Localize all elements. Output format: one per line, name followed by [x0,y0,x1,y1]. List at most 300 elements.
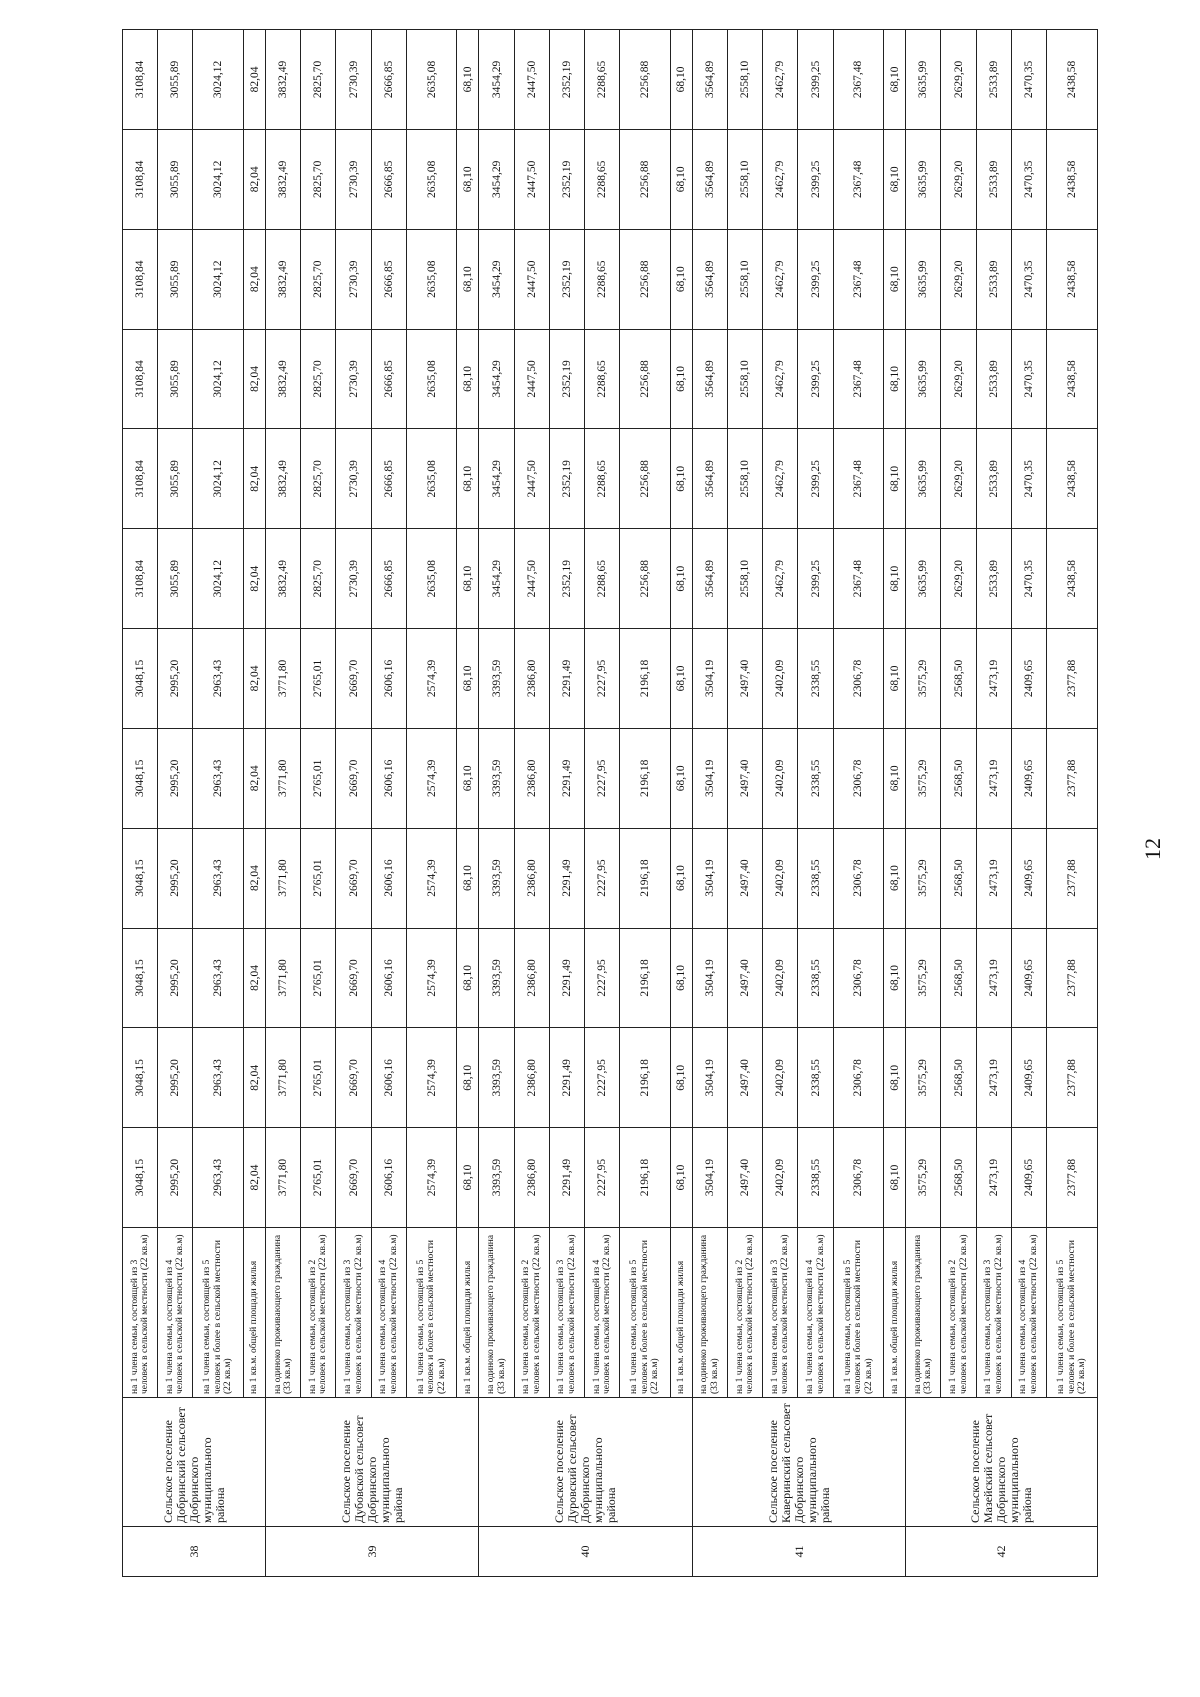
value-cell: 3024,12 [193,329,244,429]
value-cell: 2473,19 [976,1128,1011,1228]
value-cell: 3055,89 [158,529,193,629]
value-cell: 68,10 [457,728,479,828]
category-cell: на 1 кв.м. общей площади жилья [457,1228,479,1398]
category-cell: на 1 члена семьи, состоящей из 5 человек и более в сельской местности (22 кв.м) [193,1228,244,1398]
value-cell: 2399,25 [798,229,833,329]
table-row [728,30,763,1577]
value-cell: 3771,80 [266,928,301,1028]
category-cell: на 1 члена семьи, состоящей из 2 человек в сельской местности (22 кв.м) [941,1228,976,1398]
value-cell: 2765,01 [301,828,336,928]
value-cell: 2730,39 [336,329,371,429]
value-cell: 2409,65 [1011,728,1046,828]
table-row [833,30,884,1577]
value-cell: 2352,19 [549,30,584,130]
value-cell: 2291,49 [549,1128,584,1228]
value-cell: 3393,59 [479,728,514,828]
value-cell: 3048,15 [123,629,158,729]
value-cell: 68,10 [457,1128,479,1228]
value-cell: 68,10 [670,429,692,529]
category-cell: на 1 члена семьи, состоящей из 5 человек и более в сельской местности (22 кв.м) [833,1228,884,1398]
value-cell: 2765,01 [301,1028,336,1128]
value-cell: 2409,65 [1011,1128,1046,1228]
value-cell: 68,10 [884,1028,906,1128]
value-cell: 2825,70 [301,529,336,629]
value-cell: 3454,29 [479,429,514,529]
value-cell: 2367,48 [833,429,884,529]
value-cell: 68,10 [670,928,692,1028]
value-cell: 2402,09 [763,928,798,1028]
value-cell: 68,10 [670,728,692,828]
table-row [798,30,833,1577]
row-number-cell: 42 [906,1527,1098,1577]
value-cell: 68,10 [884,229,906,329]
value-cell: 3393,59 [479,629,514,729]
value-cell: 2196,18 [620,629,671,729]
table-row [406,30,457,1577]
value-cell: 2377,88 [1047,1128,1098,1228]
value-cell: 2227,95 [585,828,620,928]
value-cell: 3024,12 [193,229,244,329]
value-cell: 82,04 [244,1128,266,1228]
value-cell: 68,10 [457,828,479,928]
value-cell: 82,04 [244,30,266,130]
table-row [549,30,584,1577]
value-cell: 82,04 [244,1028,266,1128]
value-cell: 2399,25 [798,529,833,629]
value-cell: 2568,50 [941,928,976,1028]
category-cell: на 1 члена семьи, состоящей из 4 человек в сельской местности (22 кв.м) [158,1228,193,1398]
value-cell: 2558,10 [728,529,763,629]
value-cell: 2635,08 [406,129,457,229]
value-cell: 3564,89 [692,30,727,130]
value-cell: 2196,18 [620,1128,671,1228]
value-cell: 2629,20 [941,329,976,429]
value-cell: 2196,18 [620,1028,671,1128]
value-cell: 2533,89 [976,229,1011,329]
value-cell: 2635,08 [406,229,457,329]
category-cell: на 1 члена семьи, состоящей из 2 человек в сельской местности (22 кв.м) [301,1228,336,1398]
table-row [371,30,406,1577]
value-cell: 3564,89 [692,129,727,229]
value-cell: 68,10 [670,828,692,928]
value-cell: 68,10 [457,529,479,629]
value-cell: 2666,85 [371,129,406,229]
value-cell: 2409,65 [1011,1028,1046,1128]
value-cell: 2533,89 [976,30,1011,130]
value-cell: 2669,70 [336,1028,371,1128]
value-cell: 2399,25 [798,30,833,130]
value-cell: 2497,40 [728,828,763,928]
value-cell: 2730,39 [336,429,371,529]
table-row [1047,30,1098,1577]
value-cell: 82,04 [244,129,266,229]
value-cell: 3454,29 [479,229,514,329]
value-cell: 2995,20 [158,629,193,729]
value-cell: 2963,43 [193,928,244,1028]
value-cell: 2399,25 [798,129,833,229]
value-cell: 2338,55 [798,928,833,1028]
value-cell: 2227,95 [585,928,620,1028]
value-cell: 2574,39 [406,728,457,828]
value-cell: 3635,99 [906,329,941,429]
value-cell: 3048,15 [123,828,158,928]
value-cell: 2470,35 [1011,129,1046,229]
value-cell: 3504,19 [692,1128,727,1228]
value-cell: 68,10 [884,728,906,828]
value-cell: 3635,99 [906,229,941,329]
value-cell: 2574,39 [406,928,457,1028]
value-cell: 2963,43 [193,1128,244,1228]
value-cell: 2606,16 [371,928,406,1028]
value-cell: 2574,39 [406,1028,457,1128]
value-cell: 2367,48 [833,529,884,629]
value-cell: 2338,55 [798,828,833,928]
value-cell: 3635,99 [906,30,941,130]
table-row [884,30,906,1577]
category-cell: на 1 члена семьи, состоящей из 4 человек в сельской местности (22 кв.м) [585,1228,620,1398]
value-cell: 2447,50 [514,129,549,229]
value-cell: 2669,70 [336,1128,371,1228]
category-cell: на 1 кв.м. общей площади жилья [670,1228,692,1398]
value-cell: 3575,29 [906,1128,941,1228]
value-cell: 2291,49 [549,1028,584,1128]
value-cell: 82,04 [244,629,266,729]
value-cell: 2288,65 [585,529,620,629]
value-cell: 68,10 [670,1028,692,1128]
value-cell: 3504,19 [692,928,727,1028]
value-cell: 3564,89 [692,229,727,329]
housing-cost-table [122,29,1098,1577]
value-cell: 3048,15 [123,728,158,828]
value-cell: 2462,79 [763,229,798,329]
value-cell: 2497,40 [728,1028,763,1128]
value-cell: 3048,15 [123,928,158,1028]
value-cell: 2963,43 [193,728,244,828]
settlement-name-cell: Сельское поселение Дуровский сельсовет Добринского муниципального района [479,1398,692,1527]
value-cell: 3575,29 [906,728,941,828]
category-cell: на 1 члена семьи, состоящей из 3 человек в сельской местности (22 кв.м) [549,1228,584,1398]
value-cell: 82,04 [244,329,266,429]
table-row [158,30,193,1577]
value-cell: 2377,88 [1047,1028,1098,1128]
value-cell: 2402,09 [763,828,798,928]
value-cell: 68,10 [884,629,906,729]
value-cell: 2558,10 [728,429,763,529]
value-cell: 3055,89 [158,329,193,429]
value-cell: 68,10 [457,629,479,729]
value-cell: 3055,89 [158,30,193,130]
value-cell: 2473,19 [976,1028,1011,1128]
value-cell: 2291,49 [549,629,584,729]
value-cell: 3832,49 [266,429,301,529]
value-cell: 2574,39 [406,629,457,729]
value-cell: 3024,12 [193,129,244,229]
table-row [244,30,266,1577]
value-cell: 2438,58 [1047,129,1098,229]
value-cell: 2825,70 [301,329,336,429]
value-cell: 2367,48 [833,129,884,229]
value-cell: 2669,70 [336,629,371,729]
value-cell: 2470,35 [1011,429,1046,529]
value-cell: 68,10 [457,30,479,130]
value-cell: 82,04 [244,429,266,529]
value-cell: 3771,80 [266,728,301,828]
value-cell: 2256,88 [620,30,671,130]
value-cell: 2825,70 [301,129,336,229]
value-cell: 2291,49 [549,828,584,928]
table-row [193,30,244,1577]
value-cell: 2402,09 [763,728,798,828]
value-cell: 3504,19 [692,828,727,928]
value-cell: 3454,29 [479,30,514,130]
value-cell: 2666,85 [371,429,406,529]
value-cell: 2963,43 [193,828,244,928]
table-row [514,30,549,1577]
value-cell: 2438,58 [1047,30,1098,130]
value-cell: 2963,43 [193,629,244,729]
value-cell: 3575,29 [906,928,941,1028]
value-cell: 2995,20 [158,928,193,1028]
value-cell: 2196,18 [620,828,671,928]
value-cell: 2288,65 [585,129,620,229]
value-cell: 2574,39 [406,1128,457,1228]
value-cell: 2409,65 [1011,928,1046,1028]
value-cell: 3771,80 [266,1128,301,1228]
value-cell: 82,04 [244,229,266,329]
value-cell: 2447,50 [514,30,549,130]
value-cell: 3024,12 [193,429,244,529]
value-cell: 68,10 [884,30,906,130]
table-row [457,30,479,1577]
category-cell: на 1 члена семьи, состоящей из 4 человек в сельской местности (22 кв.м) [371,1228,406,1398]
value-cell: 2352,19 [549,529,584,629]
value-cell: 2629,20 [941,529,976,629]
value-cell: 3393,59 [479,828,514,928]
value-cell: 3454,29 [479,329,514,429]
value-cell: 2470,35 [1011,329,1046,429]
value-cell: 2399,25 [798,429,833,529]
value-cell: 2338,55 [798,728,833,828]
value-cell: 2288,65 [585,429,620,529]
value-cell: 2256,88 [620,429,671,529]
value-cell: 2256,88 [620,529,671,629]
value-cell: 3635,99 [906,429,941,529]
table-row [1011,30,1046,1577]
value-cell: 2438,58 [1047,229,1098,329]
value-cell: 3504,19 [692,728,727,828]
value-cell: 3564,89 [692,329,727,429]
value-cell: 2462,79 [763,30,798,130]
value-cell: 2386,80 [514,1128,549,1228]
value-cell: 2386,80 [514,728,549,828]
value-cell: 2629,20 [941,229,976,329]
value-cell: 68,10 [670,30,692,130]
category-cell: на 1 члена семьи, состоящей из 5 человек и более в сельской местности (22 кв.м) [1047,1228,1098,1398]
value-cell: 2306,78 [833,629,884,729]
settlement-name-cell: Сельское поселение Каверинский сельсовет Добринского муниципального района [692,1398,905,1527]
value-cell: 2227,95 [585,1128,620,1228]
value-cell: 2402,09 [763,1128,798,1228]
value-cell: 2352,19 [549,129,584,229]
value-cell: 2666,85 [371,529,406,629]
category-cell: на 1 члена семьи, состоящей из 2 человек в сельской местности (22 кв.м) [728,1228,763,1398]
value-cell: 2568,50 [941,828,976,928]
value-cell: 2409,65 [1011,828,1046,928]
value-cell: 3504,19 [692,629,727,729]
value-cell: 2470,35 [1011,229,1046,329]
value-cell: 2825,70 [301,30,336,130]
value-cell: 2288,65 [585,229,620,329]
table-row [336,30,371,1577]
value-cell: 2227,95 [585,629,620,729]
value-cell: 2473,19 [976,629,1011,729]
value-cell: 2574,39 [406,828,457,928]
value-cell: 2666,85 [371,30,406,130]
row-number-cell: 40 [479,1527,692,1577]
value-cell: 3504,19 [692,1028,727,1128]
category-cell: на 1 члена семьи, состоящей из 5 человек и более в сельской местности (22 кв.м) [406,1228,457,1398]
value-cell: 68,10 [670,229,692,329]
value-cell: 2462,79 [763,129,798,229]
category-cell: на 1 кв.м. общей площади жилья [884,1228,906,1398]
value-cell: 2306,78 [833,928,884,1028]
value-cell: 2227,95 [585,728,620,828]
category-cell: на одиноко проживающего гражданина (33 кв.м) [479,1228,514,1398]
value-cell: 2558,10 [728,329,763,429]
value-cell: 3832,49 [266,129,301,229]
value-cell: 2606,16 [371,629,406,729]
value-cell: 2196,18 [620,728,671,828]
value-cell: 3771,80 [266,629,301,729]
value-cell: 3393,59 [479,1028,514,1128]
value-cell: 2291,49 [549,728,584,828]
category-cell: на 1 члена семьи, состоящей из 5 человек и более в сельской местности (22 кв.м) [620,1228,671,1398]
value-cell: 2367,48 [833,329,884,429]
value-cell: 2629,20 [941,429,976,529]
value-cell: 2635,08 [406,30,457,130]
value-cell: 3564,89 [692,529,727,629]
value-cell: 2669,70 [336,728,371,828]
value-cell: 2995,20 [158,828,193,928]
value-cell: 2765,01 [301,1128,336,1228]
value-cell: 2497,40 [728,728,763,828]
value-cell: 3454,29 [479,129,514,229]
value-cell: 2377,88 [1047,828,1098,928]
value-cell: 2635,08 [406,329,457,429]
value-cell: 2635,08 [406,429,457,529]
value-cell: 2306,78 [833,728,884,828]
value-cell: 2288,65 [585,30,620,130]
value-cell: 68,10 [884,1128,906,1228]
page-number: 12 [1140,838,1165,860]
category-cell: на 1 члена семьи, состоящей из 3 человек в сельской местности (22 кв.м) [976,1228,1011,1398]
value-cell: 2377,88 [1047,928,1098,1028]
value-cell: 2386,80 [514,1028,549,1128]
value-cell: 2306,78 [833,1128,884,1228]
category-cell: на 1 члена семьи, состоящей из 4 человек в сельской местности (22 кв.м) [1011,1228,1046,1398]
value-cell: 2473,19 [976,728,1011,828]
value-cell: 3832,49 [266,329,301,429]
value-cell: 2568,50 [941,728,976,828]
value-cell: 2666,85 [371,229,406,329]
value-cell: 2291,49 [549,928,584,1028]
table-row [266,30,301,1577]
value-cell: 68,10 [884,928,906,1028]
table-row [301,30,336,1577]
category-cell: на 1 члена семьи, состоящей из 4 человек в сельской местности (22 кв.м) [798,1228,833,1398]
category-cell: на одиноко проживающего гражданина (33 кв.м) [692,1228,727,1398]
value-cell: 3393,59 [479,928,514,1028]
category-cell: на 1 члена семьи, состоящей из 2 человек в сельской местности (22 кв.м) [514,1228,549,1398]
value-cell: 68,10 [457,429,479,529]
value-cell: 82,04 [244,928,266,1028]
table-row [763,30,798,1577]
value-cell: 68,10 [457,129,479,229]
value-cell: 3393,59 [479,1128,514,1228]
category-cell: на 1 члена семьи, состоящей из 3 человек в сельской местности (22 кв.м) [123,1228,158,1398]
value-cell: 3055,89 [158,429,193,529]
value-cell: 3108,84 [123,229,158,329]
value-cell: 2462,79 [763,429,798,529]
value-cell: 2730,39 [336,30,371,130]
value-cell: 2533,89 [976,129,1011,229]
value-cell: 2367,48 [833,30,884,130]
value-cell: 68,10 [670,1128,692,1228]
value-cell: 3454,29 [479,529,514,629]
value-cell: 2338,55 [798,1028,833,1128]
row-number-cell: 39 [266,1527,479,1577]
value-cell: 2473,19 [976,928,1011,1028]
value-cell: 3575,29 [906,629,941,729]
value-cell: 2730,39 [336,229,371,329]
value-cell: 3575,29 [906,1028,941,1128]
category-cell: на одиноко проживающего гражданина (33 кв.м) [266,1228,301,1398]
value-cell: 3108,84 [123,529,158,629]
value-cell: 2438,58 [1047,329,1098,429]
value-cell: 2377,88 [1047,728,1098,828]
value-cell: 2438,58 [1047,529,1098,629]
value-cell: 3024,12 [193,529,244,629]
value-cell: 2352,19 [549,429,584,529]
value-cell: 2256,88 [620,329,671,429]
table-body [123,30,1098,1577]
value-cell: 3832,49 [266,30,301,130]
value-cell: 2730,39 [336,529,371,629]
value-cell: 3108,84 [123,30,158,130]
value-cell: 3108,84 [123,329,158,429]
value-cell: 2447,50 [514,329,549,429]
value-cell: 2288,65 [585,329,620,429]
value-cell: 2765,01 [301,728,336,828]
value-cell: 2256,88 [620,129,671,229]
value-cell: 68,10 [884,828,906,928]
value-cell: 2765,01 [301,928,336,1028]
table-row [585,30,620,1577]
table-row [692,30,727,1577]
category-cell: на 1 члена семьи, состоящей из 3 человек в сельской местности (22 кв.м) [336,1228,371,1398]
value-cell: 2825,70 [301,229,336,329]
value-cell: 68,10 [670,129,692,229]
value-cell: 2399,25 [798,329,833,429]
value-cell: 68,10 [884,429,906,529]
value-cell: 2606,16 [371,1028,406,1128]
value-cell: 2438,58 [1047,429,1098,529]
table-row [123,30,158,1577]
value-cell: 3564,89 [692,429,727,529]
value-cell: 3635,99 [906,529,941,629]
value-cell: 2558,10 [728,229,763,329]
value-cell: 2352,19 [549,229,584,329]
